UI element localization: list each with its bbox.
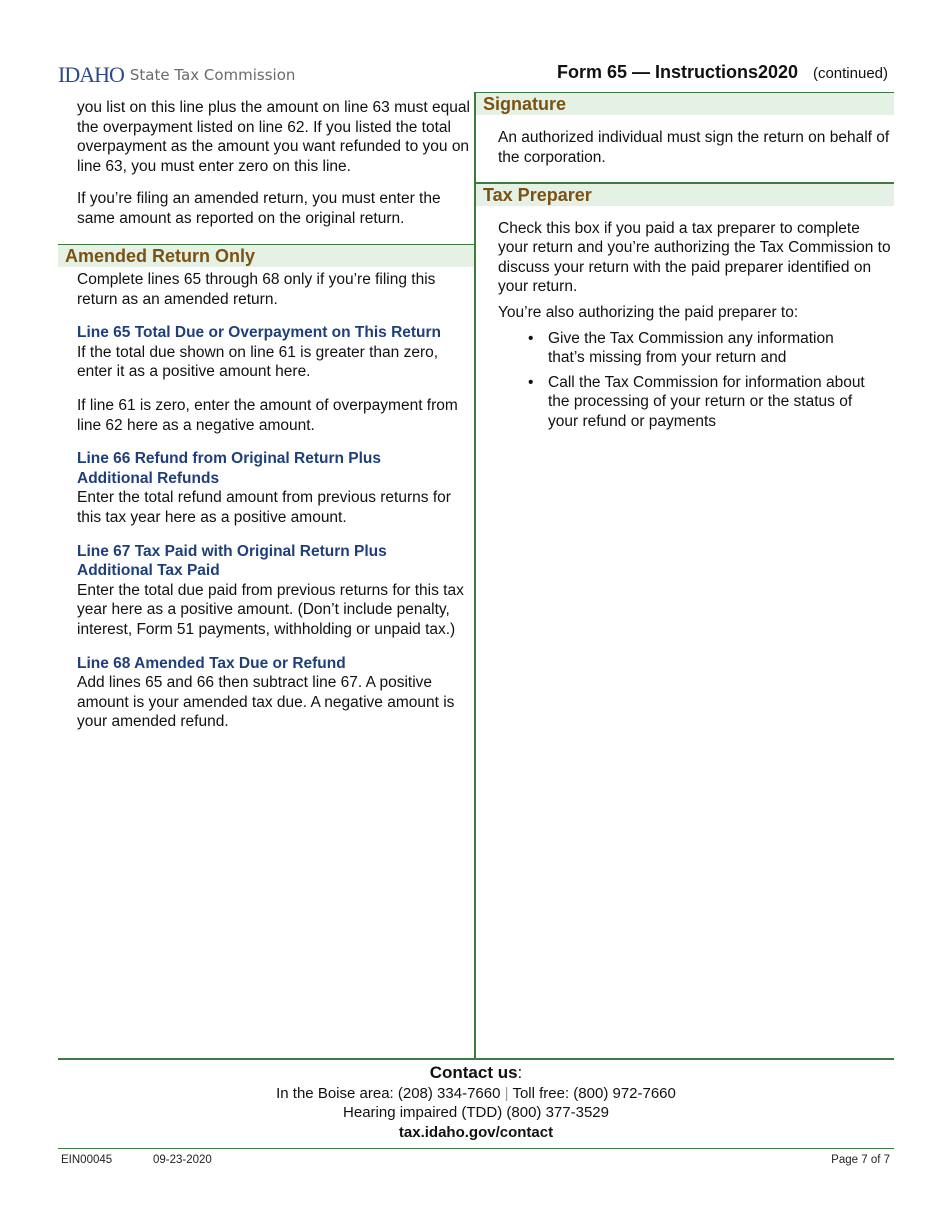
section-heading-amended: Amended Return Only (58, 245, 474, 267)
line65-heading: Line 65 Total Due or Overpayment on This Return (77, 324, 442, 342)
bullet-icon: • (528, 329, 534, 347)
footer-rule (58, 1148, 894, 1149)
contact-phones (58, 1084, 894, 1103)
tollfree-phone: Toll free: (800) 972-7660 (512, 1085, 676, 1102)
contact-link[interactable]: tax.idaho.gov/contact (398, 1124, 554, 1141)
bullet-text: Give the Tax Commission any information that’s missing from your return and (548, 329, 834, 367)
list-item (524, 373, 869, 432)
form-title: Form 65 — Instructions (556, 62, 758, 82)
logo-mark: IDAHO (58, 62, 124, 87)
intro-paragraph-1: you list on this line plus the amount on line 63 must equal the overpayment listed on line 62. If you listed the total overpayment as the amount you want refunded to you on line 63, you must enter zero on this line. (77, 99, 470, 175)
preparer-paragraph-1: Check this box if you paid a tax preparer to complete your return and you’re authorizing the Tax Commission to discuss your return with the paid preparer identified on your return. (498, 219, 891, 296)
right-column (476, 93, 894, 432)
section-heading-signature: Signature (476, 93, 894, 115)
left-column (58, 98, 474, 732)
bullet-text: Call the Tax Commission for information about the processing of your return or the status of your refund or payments (548, 373, 865, 431)
revision-date: 09-23-2020 (153, 1154, 212, 1166)
intro-paragraph-2: If you’re filing an amended return, you must enter the same amount as reported on the original return. (77, 190, 441, 227)
continued-label: (continued) (812, 65, 888, 82)
page-number: Page 7 of 7 (831, 1154, 890, 1166)
idaho-logo (58, 64, 295, 86)
line65-paragraph-1: If the total due shown on line 61 is greater than zero, enter it as a positive amount here. (77, 343, 439, 381)
contact-title: Contact us: (429, 1063, 523, 1082)
preparer-bullet-list (498, 329, 869, 432)
separator: | (504, 1085, 509, 1102)
form-year: 2020 (757, 62, 798, 82)
page-header (58, 60, 888, 90)
contact-block (58, 1062, 894, 1143)
line67-paragraph: Enter the total due paid from previous returns for this tax year here as a positive amount. (Don’t include penalty, interest, Form 51 payments, withholding or unpaid tax.) (77, 581, 464, 638)
line68-paragraph: Add lines 65 and 66 then subtract line 67. A positive amount is your amended tax due. A negative amount is your amended refund. (77, 674, 455, 731)
line66-heading: Line 66 Refund from Original Return Plus Additional Refunds (77, 450, 382, 487)
line65-paragraph-2: If line 61 is zero, enter the amount of overpayment from line 62 here as a negative amount. (77, 397, 458, 434)
list-item (524, 329, 869, 368)
preparer-paragraph-2: You’re also authorizing the paid preparer to: (498, 304, 799, 322)
line66-paragraph: Enter the total refund amount from previous returns for this tax year here as a positive amount. (77, 489, 451, 526)
amended-intro: Complete lines 65 through 68 only if you’re filing this return as an amended return. (77, 271, 436, 308)
logo-text: State Tax Commission (129, 66, 296, 84)
form-code: EIN00045 (61, 1154, 113, 1166)
bullet-icon: • (528, 373, 534, 391)
section-heading-preparer: Tax Preparer (476, 184, 894, 206)
tdd-phone: Hearing impaired (TDD) (800) 377-3529 (343, 1104, 609, 1121)
line68-heading: Line 68 Amended Tax Due or Refund (77, 654, 346, 672)
signature-paragraph: An authorized individual must sign the return on behalf of the corporation. (498, 129, 890, 166)
boise-phone: In the Boise area: (208) 334-7660 (276, 1085, 501, 1102)
contact-rule (58, 1058, 894, 1060)
line67-heading: Line 67 Tax Paid with Original Return Plus Additional Tax Paid (77, 542, 387, 580)
